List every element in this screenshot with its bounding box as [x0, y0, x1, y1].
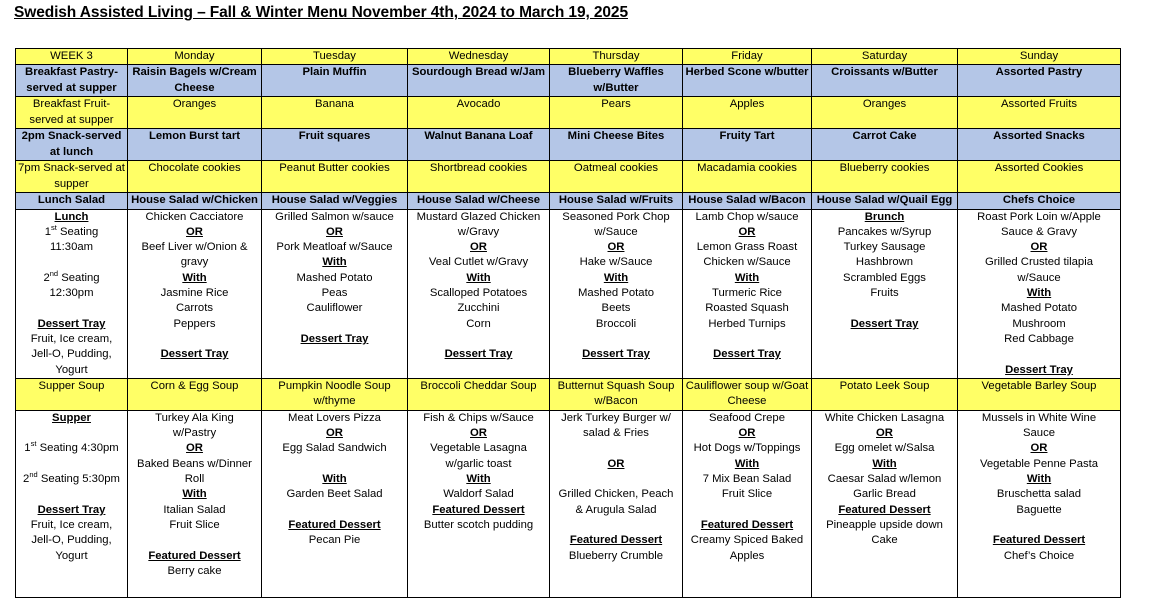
day-sunday: Sunday	[958, 49, 1121, 65]
menu-cell: Vegetable Barley Soup	[958, 378, 1121, 410]
or-separator: OR	[1030, 442, 1048, 455]
menu-cell: Fruit squares	[262, 129, 408, 161]
menu-item: Fruit Slice	[169, 518, 220, 531]
menu-cell: House Salad w/Veggies	[262, 193, 408, 209]
day-friday: Friday	[683, 49, 812, 65]
menu-cell: Broccoli Cheddar Soup	[408, 378, 550, 410]
menu-item: Lemon Grass Roast	[696, 241, 798, 254]
spacer	[410, 332, 547, 347]
or-separator: OR	[326, 225, 343, 238]
menu-cell: Banana	[262, 97, 408, 129]
menu-item: Scrambled Eggs	[843, 271, 926, 284]
dessert-tray-item: Fruit, Ice cream,	[30, 332, 113, 345]
row-label: Lunch Salad	[16, 193, 128, 209]
menu-item: Beef Liver w/Onion &	[141, 241, 248, 254]
menu-item: Mashed Potato	[578, 287, 654, 300]
menu-item: Butter scotch pudding	[423, 518, 534, 531]
menu-item: Berry cake	[167, 564, 222, 577]
menu-item: Egg omelet w/Salsa	[834, 442, 935, 455]
menu-cell: House Salad w/Chicken	[128, 193, 262, 209]
day-wednesday: Wednesday	[408, 49, 550, 65]
menu-item: Jasmine Rice	[160, 287, 229, 300]
menu-cell: Peanut Butter cookies	[262, 161, 408, 193]
menu-item: Turkey Ala King	[155, 411, 234, 424]
or-separator: OR	[1030, 241, 1048, 254]
menu-item: & Arugula Salad	[575, 503, 657, 516]
seating-text: Seating	[61, 271, 100, 284]
menu-cell: Assorted Snacks	[958, 129, 1121, 161]
menu-table	[15, 48, 1121, 598]
menu-item: w/garlic toast	[445, 457, 512, 470]
lunch-wednesday	[408, 209, 550, 378]
menu-item: Broccoli	[595, 317, 637, 330]
section-heading: Dessert Tray	[713, 348, 781, 361]
spacer	[552, 518, 680, 533]
row-label: Breakfast Pastry-served at supper	[16, 65, 128, 97]
with-separator: With	[1026, 473, 1052, 486]
section-heading: Featured Dessert	[288, 518, 381, 531]
or-separator: OR	[738, 427, 756, 440]
menu-item: Hashbrown	[855, 256, 914, 269]
spacer	[685, 332, 809, 347]
lunch-first-seating	[18, 225, 125, 240]
menu-cell: Avocado	[408, 97, 550, 129]
spacer	[552, 332, 680, 347]
menu-cell: Corn & Egg Soup	[128, 378, 262, 410]
lunch-salad-row	[16, 193, 1121, 209]
menu-cell: Plain Muffin	[262, 65, 408, 97]
seating-ordinal: nd	[29, 470, 38, 480]
menu-cell: Croissants w/Butter	[812, 65, 958, 97]
lunch-label-cell	[16, 209, 128, 378]
lunch-second-seating	[18, 271, 125, 286]
lunch-tuesday	[262, 209, 408, 378]
menu-cell: Herbed Scone w/butter	[683, 65, 812, 97]
menu-item: Garlic Bread	[853, 488, 916, 501]
menu-item: Cauliflower	[306, 302, 363, 315]
lunch-monday	[128, 209, 262, 378]
page-title: Swedish Assisted Living – Fall & Winter Menu November 4th, 2024 to March 19, 2025	[14, 4, 628, 21]
section-heading: Featured Dessert	[700, 518, 794, 531]
section-heading: Dessert Tray	[300, 332, 369, 345]
supper-tuesday	[262, 410, 408, 597]
supper-monday	[128, 410, 262, 597]
dessert-tray-item: Fruit, Ice cream,	[30, 518, 113, 531]
menu-item: Mussels in White Wine	[981, 411, 1097, 424]
menu-item: Lamb Chop w/sauce	[695, 210, 799, 223]
menu-item: Hake w/Sauce	[579, 256, 653, 269]
with-separator: With	[1026, 287, 1052, 300]
menu-item: Bruschetta salad	[996, 488, 1082, 501]
dessert-tray-heading: Dessert Tray	[37, 503, 106, 516]
supper-wednesday	[408, 410, 550, 597]
or-separator: OR	[470, 241, 487, 254]
menu-item: Pecan Pie	[308, 534, 361, 547]
menu-item: Grilled Salmon w/sauce	[275, 210, 394, 223]
spacer	[18, 301, 125, 316]
menu-item: Sauce & Gravy	[1001, 225, 1077, 238]
menu-item: Waldorf Salad	[443, 488, 514, 501]
with-separator: With	[322, 256, 347, 269]
menu-cell: Oatmeal cookies	[550, 161, 683, 193]
menu-item: Mustard Glazed Chicken	[416, 210, 541, 223]
menu-item: Chicken w/Sauce	[703, 256, 791, 269]
menu-cell: Assorted Cookies	[958, 161, 1121, 193]
section-heading: Featured Dessert	[992, 534, 1086, 547]
section-heading: Featured Dessert	[432, 503, 525, 516]
seating-ordinal: st	[30, 439, 37, 449]
section-heading: Brunch	[864, 210, 905, 223]
spacer	[552, 472, 680, 487]
seating-text: Seating 4:30pm	[39, 442, 119, 455]
supper-label-cell	[16, 410, 128, 597]
spacer	[130, 332, 259, 347]
menu-item: Herbed Turnips	[708, 317, 786, 330]
menu-item: Pork Meatloaf w/Sauce	[276, 241, 393, 254]
or-separator: OR	[186, 225, 203, 238]
menu-item: Turmeric Rice	[712, 287, 782, 300]
menu-item: Seasoned Pork Chop	[562, 210, 670, 223]
spacer	[264, 457, 405, 472]
lunch-row	[16, 209, 1121, 378]
menu-item: Egg Salad Sandwich	[282, 442, 387, 455]
menu-item: Fish & Chips w/Sauce	[423, 411, 534, 424]
menu-cell: Blueberry Waffles w/Butter	[550, 65, 683, 97]
header-row	[16, 49, 1121, 65]
lunch-first-seating-time: 11:30am	[49, 241, 94, 254]
seating-number: 1	[44, 225, 51, 238]
or-separator: OR	[607, 241, 625, 254]
menu-item: Corn	[466, 317, 491, 330]
menu-item: Scalloped Potatoes	[429, 287, 528, 300]
seating-number: 2	[43, 271, 50, 284]
with-separator: With	[734, 271, 760, 284]
supper-first-seating	[18, 441, 125, 456]
menu-item: Mashed Potato	[1001, 302, 1077, 315]
with-separator: With	[734, 457, 760, 470]
menu-item: Vegetable Lasagna	[430, 442, 527, 455]
menu-cell: Pears	[550, 97, 683, 129]
dessert-tray-item: Jell-O, Pudding,	[31, 348, 112, 361]
menu-item: Fruits	[870, 287, 899, 300]
menu-cell: House Salad w/Quail Egg	[812, 193, 958, 209]
menu-item: Mashed Potato	[296, 271, 373, 284]
menu-item: salad & Fries	[583, 427, 649, 440]
menu-cell: Sourdough Bread w/Jam	[408, 65, 550, 97]
spacer	[814, 301, 955, 316]
menu-item: Baguette	[1016, 503, 1062, 516]
section-heading: Dessert Tray	[160, 348, 229, 361]
spacer	[130, 533, 259, 548]
spacer	[960, 518, 1118, 533]
menu-item: Roast Pork Loin w/Apple	[977, 210, 1101, 223]
lunch-heading: Lunch	[54, 210, 89, 223]
menu-cell: Oranges	[128, 97, 262, 129]
menu-cell: Cauliflower soup w/Goat Cheese	[683, 378, 812, 410]
spacer	[18, 255, 125, 270]
menu-item: Hot Dogs w/Toppings	[693, 442, 801, 455]
snack-2pm-row	[16, 129, 1121, 161]
menu-item: Apples	[729, 549, 765, 562]
menu-cell: Assorted Pastry	[958, 65, 1121, 97]
menu-cell: Raisin Bagels w/Cream Cheese	[128, 65, 262, 97]
section-heading: Dessert Tray	[1005, 363, 1073, 376]
row-label: Supper Soup	[16, 378, 128, 410]
lunch-thursday	[550, 209, 683, 378]
or-separator: OR	[470, 427, 487, 440]
dessert-tray-heading: Dessert Tray	[37, 317, 106, 330]
menu-item: Grilled Crusted tilapia	[985, 256, 1093, 269]
menu-item: Creamy Spiced Baked	[690, 534, 804, 547]
menu-item: w/Sauce	[594, 225, 638, 238]
menu-item: Peppers	[173, 317, 216, 330]
menu-cell: Lemon Burst tart	[128, 129, 262, 161]
menu-item: Blueberry Crumble	[568, 549, 664, 562]
or-separator: OR	[876, 427, 893, 440]
menu-item: 7 Mix Bean Salad	[702, 473, 792, 486]
spacer	[960, 347, 1118, 362]
supper-second-seating	[18, 472, 125, 487]
menu-item: Chicken Cacciatore	[145, 210, 244, 223]
spacer	[264, 503, 405, 518]
menu-item: Meat Lovers Pizza	[288, 411, 381, 424]
menu-item: w/Pastry	[172, 427, 217, 440]
row-label: 7pm Snack-served at supper	[16, 161, 128, 193]
breakfast-pastry-row	[16, 65, 1121, 97]
menu-item: Garden Beet Salad	[286, 488, 383, 501]
dessert-tray-item: Jell-O, Pudding,	[31, 534, 112, 547]
menu-item: White Chicken Lasagna	[824, 411, 945, 424]
menu-cell: House Salad w/Bacon	[683, 193, 812, 209]
menu-cell: House Salad w/Cheese	[408, 193, 550, 209]
menu-cell: Oranges	[812, 97, 958, 129]
menu-item: Carrots	[175, 302, 214, 315]
menu-cell: Macadamia cookies	[683, 161, 812, 193]
menu-item: Roasted Squash	[705, 302, 789, 315]
supper-sunday	[958, 410, 1121, 597]
spacer	[685, 503, 809, 518]
with-separator: With	[466, 271, 491, 284]
or-separator: OR	[326, 427, 343, 440]
section-heading: Dessert Tray	[444, 348, 513, 361]
section-heading: Featured Dessert	[838, 503, 931, 516]
row-label: 2pm Snack-served at lunch	[16, 129, 128, 161]
spacer	[264, 317, 405, 332]
dessert-tray-item: Yogurt	[55, 549, 88, 562]
seating-number: 1	[24, 442, 31, 455]
with-separator: With	[182, 271, 207, 284]
menu-item: Beets	[601, 302, 631, 315]
menu-cell: House Salad w/Fruits	[550, 193, 683, 209]
supper-heading: Supper	[52, 411, 91, 424]
menu-cell: Potato Leek Soup	[812, 378, 958, 410]
day-thursday: Thursday	[550, 49, 683, 65]
or-separator: OR	[738, 225, 756, 238]
with-separator: With	[872, 457, 897, 470]
supper-row	[16, 410, 1121, 597]
with-separator: With	[182, 488, 207, 501]
menu-item: Mushroom	[1012, 317, 1066, 330]
menu-cell: Pumpkin Noodle Soup w/thyme	[262, 378, 408, 410]
menu-item: Veal Cutlet w/Gravy	[428, 256, 529, 269]
menu-cell: Assorted Fruits	[958, 97, 1121, 129]
supper-thursday	[550, 410, 683, 597]
supper-friday	[683, 410, 812, 597]
menu-item: Chef’s Choice	[1003, 549, 1075, 562]
seating-text: Seating 5:30pm	[40, 473, 120, 486]
menu-cell: Chefs Choice	[958, 193, 1121, 209]
spacer	[18, 487, 125, 502]
menu-item: Jerk Turkey Burger w/	[561, 411, 671, 424]
menu-item: Cake	[871, 534, 898, 547]
menu-item: Vegetable Penne Pasta	[979, 457, 1099, 470]
menu-cell: Apples	[683, 97, 812, 129]
seating-ordinal: st	[50, 223, 57, 233]
menu-item: Turkey Sausage	[843, 241, 926, 254]
menu-cell: Walnut Banana Loaf	[408, 129, 550, 161]
seating-text: Seating	[59, 225, 99, 238]
section-heading: Featured Dessert	[148, 549, 241, 562]
lunch-second-seating-time: 12:30pm	[49, 287, 94, 300]
menu-cell: Butternut Squash Soup w/Bacon	[550, 378, 683, 410]
seating-number: 2	[23, 473, 30, 486]
or-separator: OR	[186, 442, 203, 455]
menu-cell: Chocolate cookies	[128, 161, 262, 193]
menu-item: Sauce	[1022, 427, 1056, 440]
menu-cell: Fruity Tart	[683, 129, 812, 161]
lunch-saturday	[812, 209, 958, 378]
section-heading: Featured Dessert	[569, 534, 663, 547]
section-heading: Dessert Tray	[850, 317, 919, 330]
seating-ordinal: nd	[49, 269, 59, 279]
breakfast-fruit-row	[16, 97, 1121, 129]
or-separator: OR	[607, 457, 625, 470]
menu-item: Red Cabbage	[1004, 332, 1074, 345]
with-separator: With	[322, 473, 347, 486]
menu-item: Italian Salad	[163, 503, 226, 516]
menu-item: w/Gravy	[457, 225, 500, 238]
menu-cell: Mini Cheese Bites	[550, 129, 683, 161]
with-separator: With	[603, 271, 629, 284]
menu-cell: Shortbread cookies	[408, 161, 550, 193]
supper-soup-row	[16, 378, 1121, 410]
menu-item: Seafood Crepe	[709, 411, 785, 424]
menu-item: Baked Beans w/Dinner	[137, 457, 252, 470]
day-monday: Monday	[128, 49, 262, 65]
section-heading: Dessert Tray	[582, 348, 650, 361]
supper-saturday	[812, 410, 958, 597]
menu-item: Caesar Salad w/lemon	[827, 473, 942, 486]
menu-item: Zucchini	[457, 302, 500, 315]
week-label: WEEK 3	[16, 49, 128, 65]
menu-cell: Blueberry cookies	[812, 161, 958, 193]
lunch-sunday	[958, 209, 1121, 378]
menu-item: w/Sauce	[1017, 271, 1061, 284]
spacer	[552, 441, 680, 456]
menu-item: Peas	[321, 287, 348, 300]
with-separator: With	[466, 473, 491, 486]
day-tuesday: Tuesday	[262, 49, 408, 65]
dessert-tray-item: Yogurt	[55, 363, 88, 376]
menu-item: Fruit Slice	[721, 488, 773, 501]
day-saturday: Saturday	[812, 49, 958, 65]
menu-item: Pancakes w/Syrup	[837, 225, 932, 238]
row-label: Breakfast Fruit-served at supper	[16, 97, 128, 129]
menu-item: Roll	[184, 473, 205, 486]
menu-item: gravy	[180, 256, 209, 269]
lunch-friday	[683, 209, 812, 378]
menu-item: Grilled Chicken, Peach	[558, 488, 674, 501]
snack-7pm-row	[16, 161, 1121, 193]
menu-item: Pineapple upside down	[826, 518, 943, 531]
menu-cell: Carrot Cake	[812, 129, 958, 161]
